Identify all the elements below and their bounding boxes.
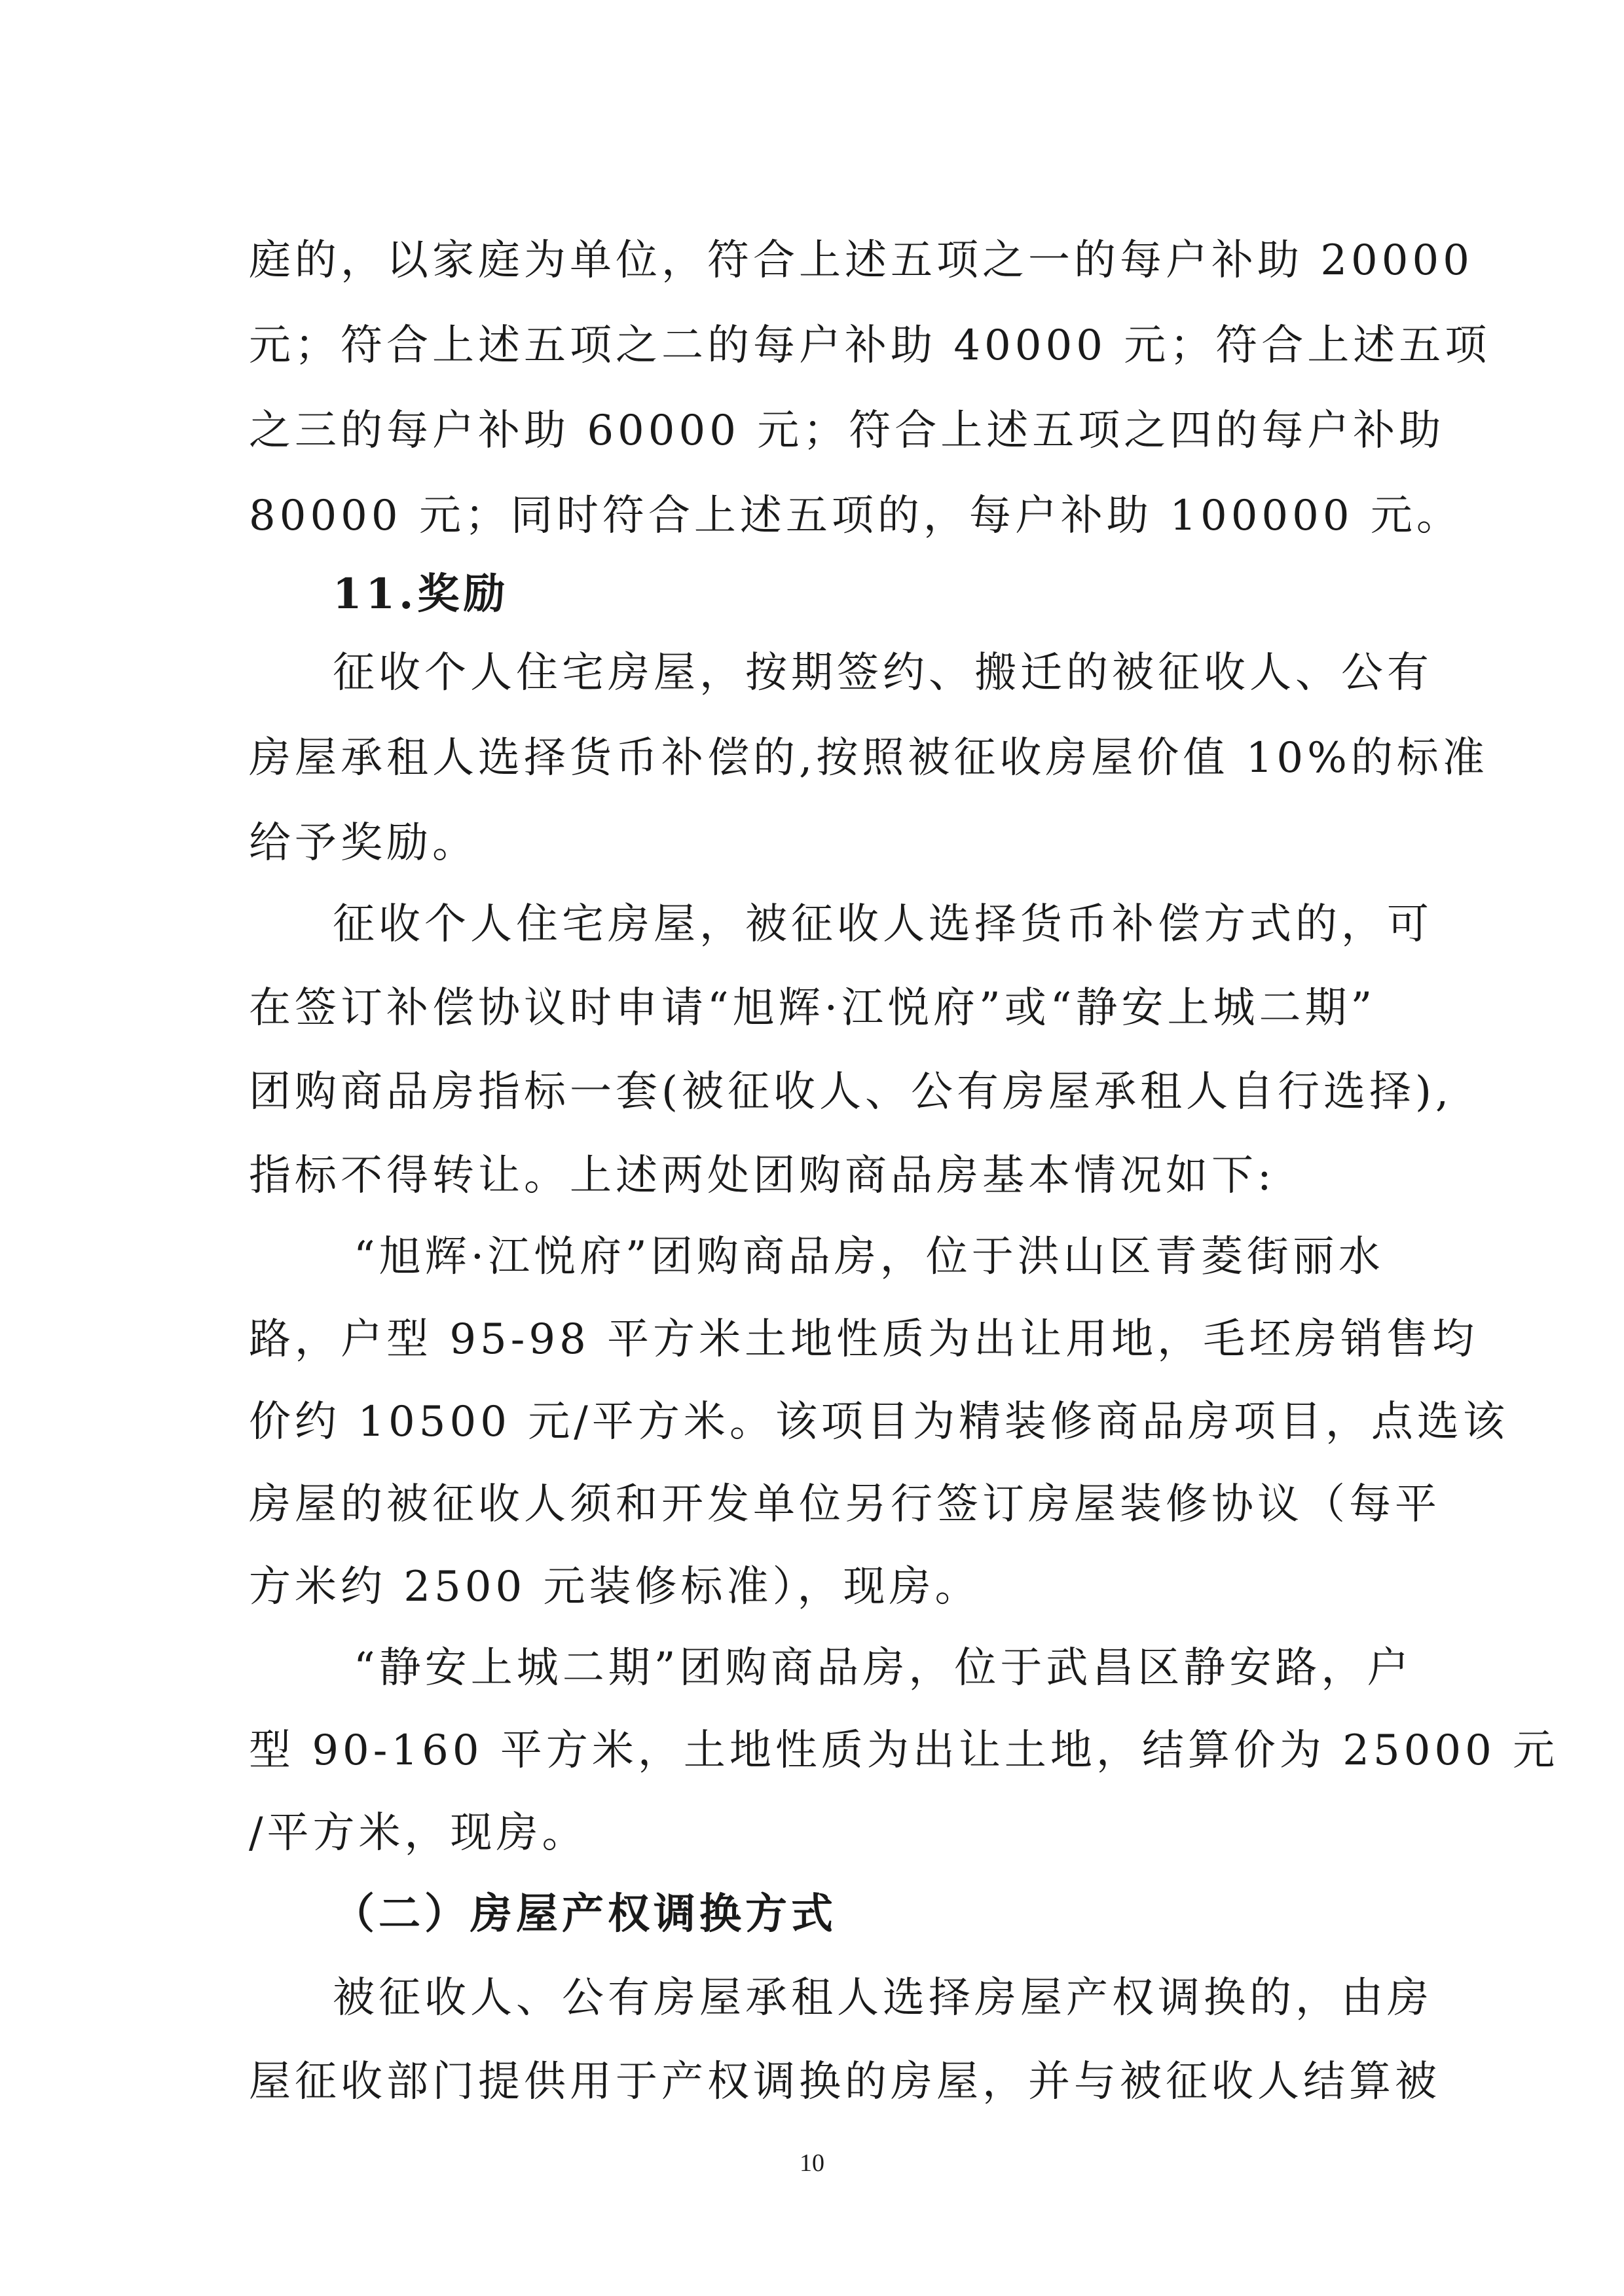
text-line: 价约 10500 元/平方米。该项目为精装修商品房项目，点选该 xyxy=(249,1398,1509,1446)
page-number: 10 xyxy=(800,2149,824,2177)
text-line: 80000 元；同时符合上述五项的，每户补助 100000 元。 xyxy=(249,492,1462,540)
text-line: 指标不得转让。上述两处团购商品房基本情况如下: xyxy=(249,1152,1276,1200)
text-line: 房屋承租人选择货币补偿的,按照被征收房屋价值 10%的标准 xyxy=(249,734,1488,782)
text-line: 在签订补偿协议时申请“旭辉·江悦府”或“静安上城二期” xyxy=(249,984,1376,1032)
text-line: 元；符合上述五项之二的每户补助 40000 元；符合上述五项 xyxy=(249,321,1491,370)
section-heading: 11.奖励 xyxy=(333,570,509,619)
text-line: 之三的每户补助 60000 元；符合上述五项之四的每户补助 xyxy=(249,407,1445,455)
text-line: “旭辉·江悦府”团购商品房，位于洪山区青菱街丽水 xyxy=(354,1233,1384,1281)
text-line: 路，户型 95-98 平方米土地性质为出让用地，毛坯房销售均 xyxy=(249,1315,1479,1364)
text-line: 团购商品房指标一套(被征收人、公有房屋承租人自行选择), xyxy=(249,1068,1453,1116)
text-line: 给予奖励。 xyxy=(249,819,478,867)
text-line: 被征收人、公有房屋承租人选择房屋产权调换的，由房 xyxy=(333,1974,1433,2022)
text-line: 征收个人住宅房屋，被征收人选择货币补偿方式的，可 xyxy=(333,900,1433,949)
text-line: “静安上城二期”团购商品房，位于武昌区静安路，户 xyxy=(354,1644,1413,1692)
text-line: 房屋的被征收人须和开发单位另行签订房屋装修协议（每平 xyxy=(249,1480,1441,1529)
text-line: /平方米，现房。 xyxy=(249,1809,588,1857)
text-line: 方米约 2500 元装修标准），现房。 xyxy=(249,1563,981,1611)
section-heading: （二）房屋产权调换方式 xyxy=(333,1889,837,1939)
text-line: 型 90-160 平方米，土地性质为出让土地，结算价为 25000 元 xyxy=(249,1726,1559,1775)
text-line: 屋征收部门提供用于产权调换的房屋，并与被征收人结算被 xyxy=(249,2058,1441,2106)
text-line: 庭的，以家庭为单位，符合上述五项之一的每户补助 20000 xyxy=(249,236,1473,285)
text-line: 征收个人住宅房屋，按期签约、搬迁的被征收人、公有 xyxy=(333,649,1433,697)
